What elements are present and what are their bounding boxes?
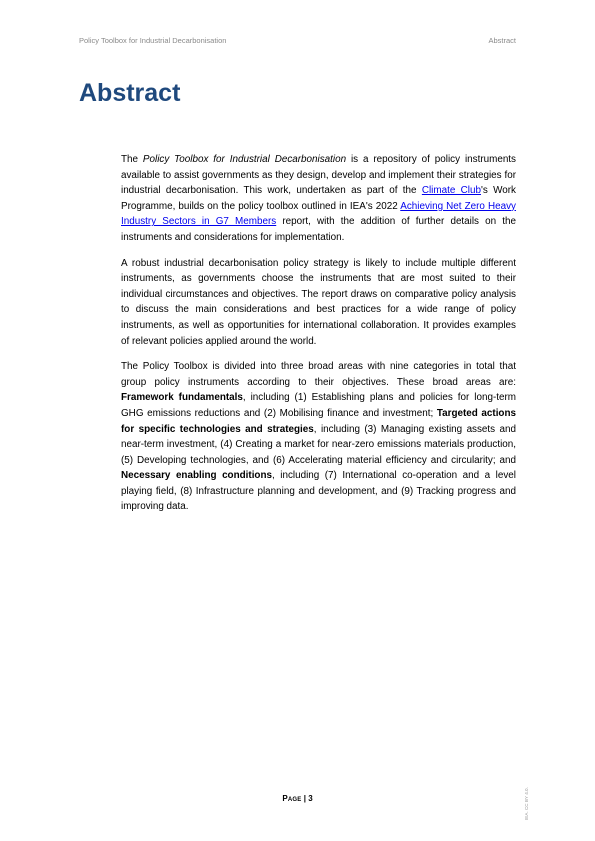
- paragraph-3: [121, 359, 516, 515]
- bold-term: Targeted actions for specific technologies and strategies: [121, 407, 516, 435]
- climate-club-link[interactable]: Climate Club: [421, 185, 481, 197]
- text-run: The Policy Toolbox is divided into three broad areas with nine categories in total that group policy instruments according to their objectives. These broad areas are:: [121, 361, 516, 388]
- bold-term: Necessary enabling conditions: [121, 470, 272, 482]
- document-title: Policy Toolbox for Industrial Decarbonisation: [79, 36, 227, 45]
- paragraph-1: [121, 152, 516, 246]
- text-run: , including (7) International co-operation and a level playing field, (8) Infrastructure planning and development, and (9) Tracking progress and improving data.: [121, 470, 516, 513]
- page-separator: |: [301, 794, 309, 803]
- running-header: [79, 36, 516, 48]
- license-notice: IEA. CC BY 4.0.: [524, 787, 529, 820]
- page-label: Page: [282, 794, 302, 803]
- text-run: The: [121, 154, 143, 165]
- text-run: is a repository of policy instruments available to assist governments as they design, develop and implement their strategies for industrial decarbonisation. This work, undertaken as part of the: [121, 154, 516, 197]
- page-footer: [0, 794, 595, 803]
- section-title: Abstract: [488, 36, 516, 45]
- page-number: 3: [308, 794, 313, 803]
- italic-title: Policy Toolbox for Industrial Decarbonisation: [142, 154, 347, 165]
- text-run: , including (1) Establishing plans and policies for long-term GHG emissions reductions and (2) Mobilising finance and investment;: [121, 392, 516, 419]
- text-run: 's Work Programme, builds on the policy toolbox outlined in IEA's 2022: [121, 185, 516, 212]
- g7-report-link[interactable]: Achieving Net Zero Heavy Industry Sectors in G7 Members: [121, 200, 516, 228]
- text-run: , including (3) Managing existing assets and near-term investment, (4) Creating a market for near-zero emissions materials production, (5) Developing technologies, and (6) Accelerating material efficiency and circularity; and: [121, 423, 517, 466]
- bold-term: Framework fundamentals: [121, 392, 243, 404]
- abstract-body: [121, 152, 516, 525]
- page-title: Abstract: [79, 79, 181, 107]
- text-run: report, with the addition of further details on the instruments and considerations for implementation.: [121, 216, 516, 243]
- paragraph-2: A robust industrial decarbonisation policy strategy is likely to include multiple different instruments, as governments choose the instruments that are most suited to their individual circumstances and objectives. The report draws on comparative policy analysis to discuss the main considerations and best practices for a wide range of policy instruments, as well as opportunities for international collaboration. It provides examples of relevant policies applied around the world.: [121, 257, 516, 347]
